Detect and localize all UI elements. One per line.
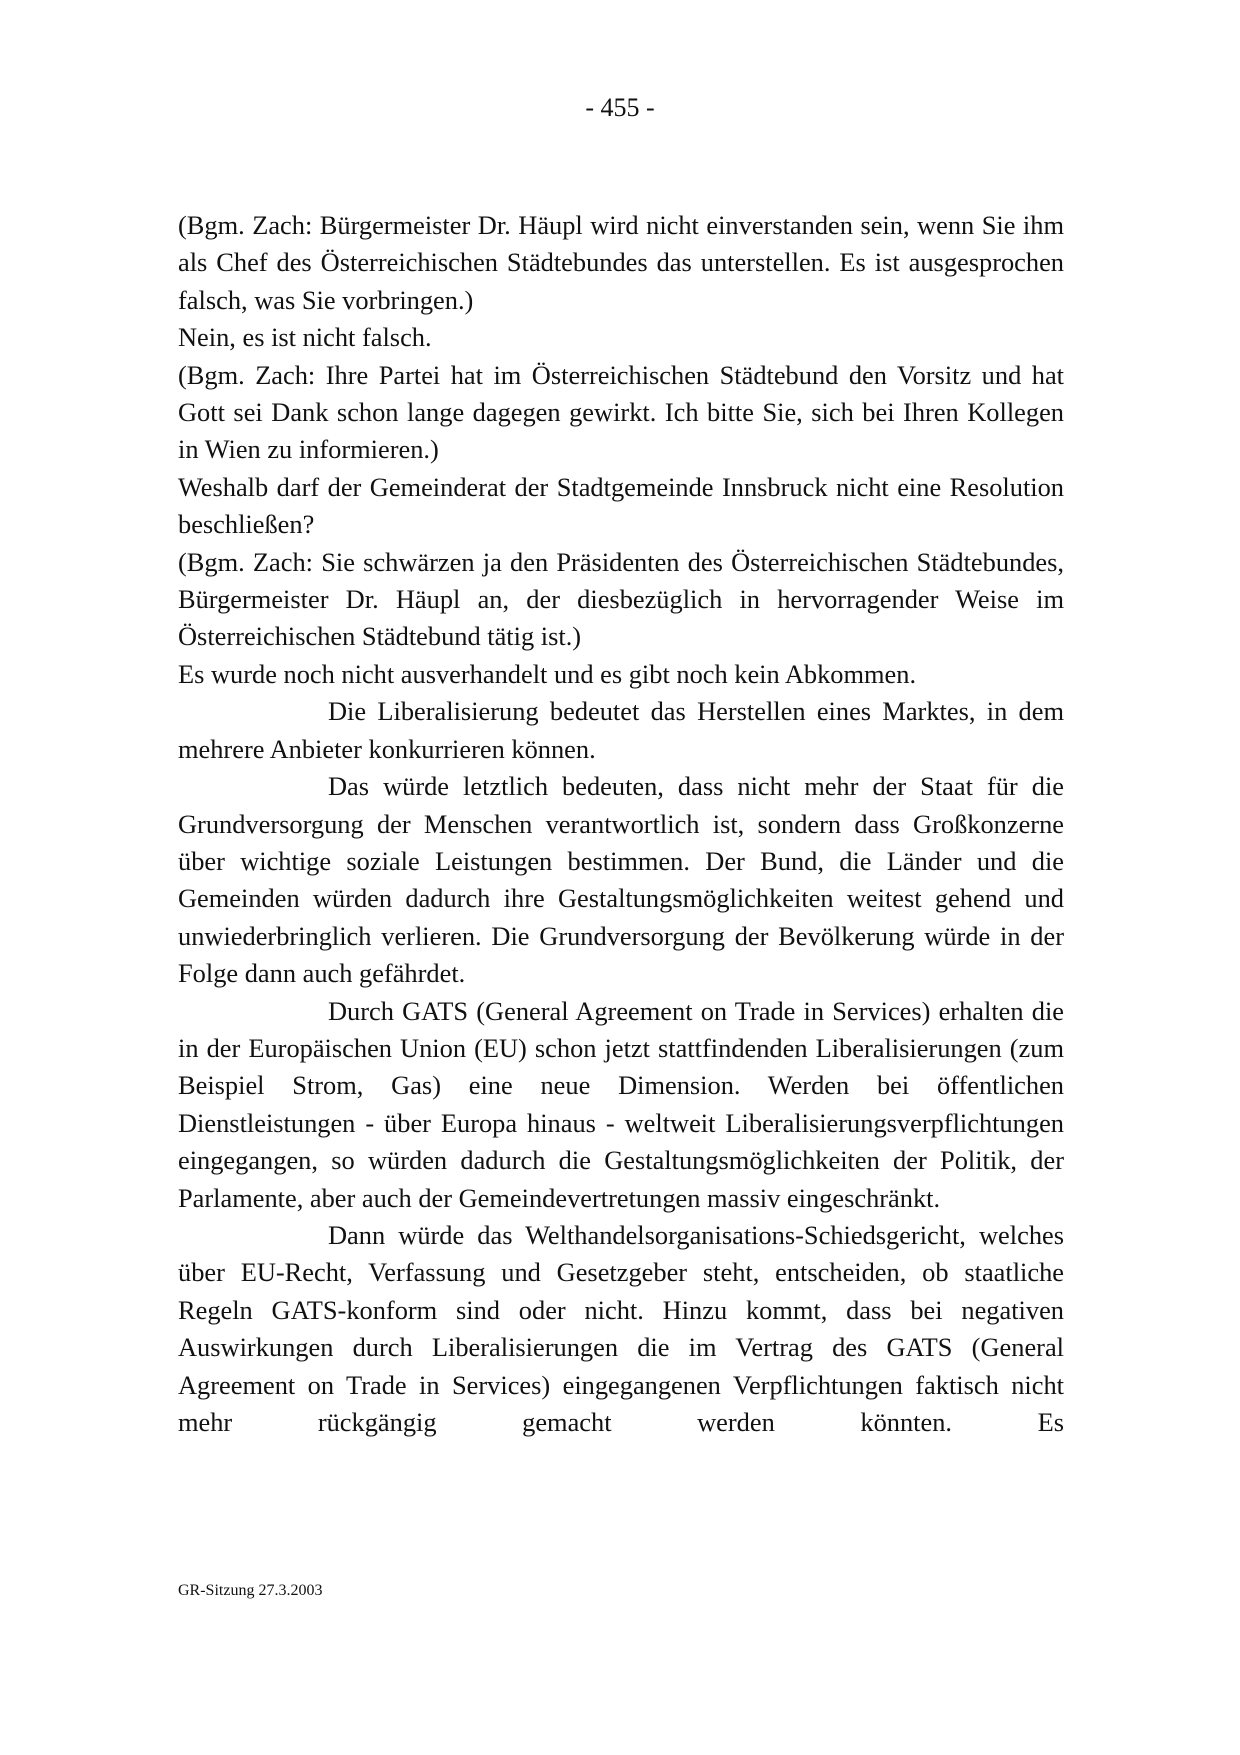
paragraph-reply-1: Nein, es ist nicht falsch. bbox=[178, 322, 432, 353]
paragraph-consequences: Das würde letztlich bedeuten, dass nicht mehr der Staat für die Grundversorgung der Menschen verantwortlich ist, sondern dass Großkonzerne über wichtige soziale Leistungen bestimmen. Der Bund, die Länder und die Gemeinden würden dadurch ihre Gestaltungsmöglichkeiten weitest gehend und unwiederbringlich verlieren. Die Grundversorgung der Bevölkerung würde in der Folge dann auch gefährdet. bbox=[178, 771, 1064, 989]
paragraph-interjection-2: (Bgm. Zach: Ihre Partei hat im Österreichischen Städtebund den Vorsitz und hat Gott sei Dank schon lange dagegen gewirkt. Ich bitte Sie, sich bei Ihren Kollegen in Wien zu informieren.) bbox=[178, 359, 1064, 465]
paragraph-liberalisation: Die Liberalisierung bedeutet das Herstellen eines Marktes, in dem mehrere Anbieter konkurrieren können. bbox=[178, 696, 1064, 764]
footer-session-date: GR-Sitzung 27.3.2003 bbox=[178, 1582, 323, 1599]
paragraph-interjection-3: (Bgm. Zach: Sie schwärzen ja den Präsidenten des Österreichischen Städtebundes, Bürgermeister Dr. Häupl an, der diesbezüglich in hervorragender Weise im Österreichischen Städtebund tätig ist.) bbox=[178, 546, 1064, 652]
paragraph-reply-2: Es wurde noch nicht ausverhandelt und es gibt noch kein Abkommen. bbox=[178, 658, 917, 689]
document-body bbox=[178, 207, 1064, 1441]
paragraph-gats: Durch GATS (General Agreement on Trade in Services) erhalten die in der Europäischen Union (EU) schon jetzt stattfindenden Liberalisierungen (zum Beispiel Strom, Gas) eine neue Dimension. Werden bei öffentlichen Dienstleistungen - über Europa hinaus - weltweit Liberalisierungsverpflichtungen eingegangen, so würden dadurch die Gestaltungsmöglichkeiten der Politik, der Parlamente, aber auch der Gemeindevertretungen massiv eingeschränkt. bbox=[178, 995, 1064, 1213]
paragraph-arbitration: Dann würde das Welthandelsorganisations-Schiedsgericht, welches über EU-Recht, Verfassung und Gesetzgeber steht, entscheiden, ob staatliche Regeln GATS-konform sind oder nicht. Hinzu kommt, dass bei negativen Auswirkungen durch Liberalisierungen die im Vertrag des GATS (General Agreement on Trade in Services) eingegangenen Verpflichtungen faktisch nicht mehr rückgängig gemacht werden könnten. Es bbox=[178, 1219, 1064, 1437]
paragraph-question: Weshalb darf der Gemeinderat der Stadtgemeinde Innsbruck nicht eine Resolution beschließen? bbox=[178, 471, 1064, 540]
page-number: - 455 - bbox=[585, 93, 655, 122]
paragraph-interjection-1: (Bgm. Zach: Bürgermeister Dr. Häupl wird nicht einverstanden sein, wenn Sie ihm als Chef des Österreichischen Städtebundes das unterstellen. Es ist ausgesprochen falsch, was Sie vorbringen.) bbox=[178, 210, 1064, 315]
